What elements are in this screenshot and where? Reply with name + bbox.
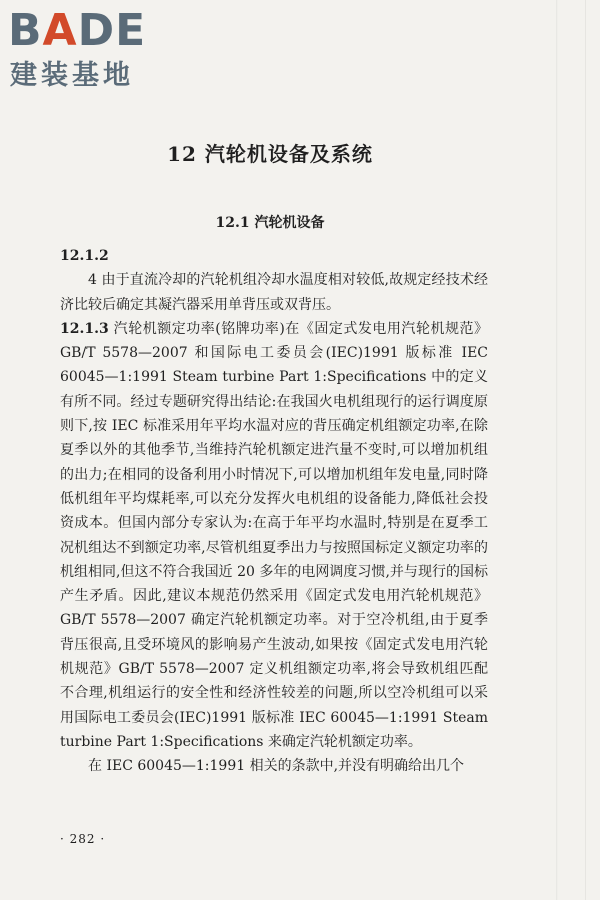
logo-wordmark xyxy=(8,6,146,56)
logo-letters-de: DE xyxy=(77,5,147,56)
continuation-paragraph: 在 IEC 60045—1:1991 相关的条款中,并没有明确给出几个 xyxy=(88,758,465,775)
body-text xyxy=(60,244,488,779)
clause-12-1-3-paragraph xyxy=(60,317,488,754)
clause-12-1-3-label: 12.1.3 xyxy=(60,320,109,337)
page-fold-shadow xyxy=(556,0,558,900)
logo-letter-a: A xyxy=(42,5,78,56)
clause-12-1-2-label: 12.1.2 xyxy=(60,248,109,264)
clause-12-1-2-item-4: 4 由于直流冷却的汽轮机组冷却水温度相对较低,故规定经技术经济比较后确定其凝汽器采用单背压或双背压。 xyxy=(60,272,488,313)
clause-12-1-3-text: 汽轮机额定功率(铭牌功率)在《固定式发电用汽轮机规范》GB/T 5578—2007 和国际电工委员会(IEC)1991 版标准 IEC 60045—1:1991 Steam turbine Part 1:Specifications 中的定义有所不同。经过专题研究得出结论:在我国火电机组现行的运行调度原则下,按 IEC 标准采用年平均水温对应的背压确定机组额定功率,在除夏季以外的其他季节,当维持汽轮机额定进汽量不变时,可以增加机组的出力;在相同的设备利用小时情况下,可以增加机组年发电量,同时降低机组年平均煤耗率,可以充分发挥火电机组的设备能力,降低社会投资成本。但国内部分专家认为:在高于年平均水温时,特别是在夏季工况机组达不到额定功率,尽管机组夏季出力与按照国标定义额定功率的机组相同,但这不符合我国近 20 多年的电网调度习惯,并与现行的国标产生矛盾。因此,建议本规范仍然采用《固定式发电用汽轮机规范》GB/T 5578—2007 确定汽轮机额定功率。对于空冷机组,由于夏季背压很高,且受环境风的影响易产生波动,如果按《固定式发电用汽轮机规范》GB/T 5578—2007 定义机组额定功率,将会导致机组匹配不合理,机组运行的安全性和经济性较差的问题,所以空冷机组可以采用国际电工委员会(IEC)1991 版标准 IEC 60045—1:1991 Steam turbine Part 1:Specifications 来确定汽轮机额定功率。 xyxy=(60,320,488,750)
chapter-title: 12 汽轮机设备及系统 xyxy=(167,142,373,166)
logo-letter-b: B xyxy=(8,5,43,56)
watermark-logo xyxy=(8,6,180,96)
section-title: 12.1 汽轮机设备 xyxy=(215,215,325,231)
page-number: · 282 · xyxy=(60,832,106,846)
logo-tagline: 建装基地 xyxy=(10,60,134,91)
page-edge-line xyxy=(585,0,586,900)
